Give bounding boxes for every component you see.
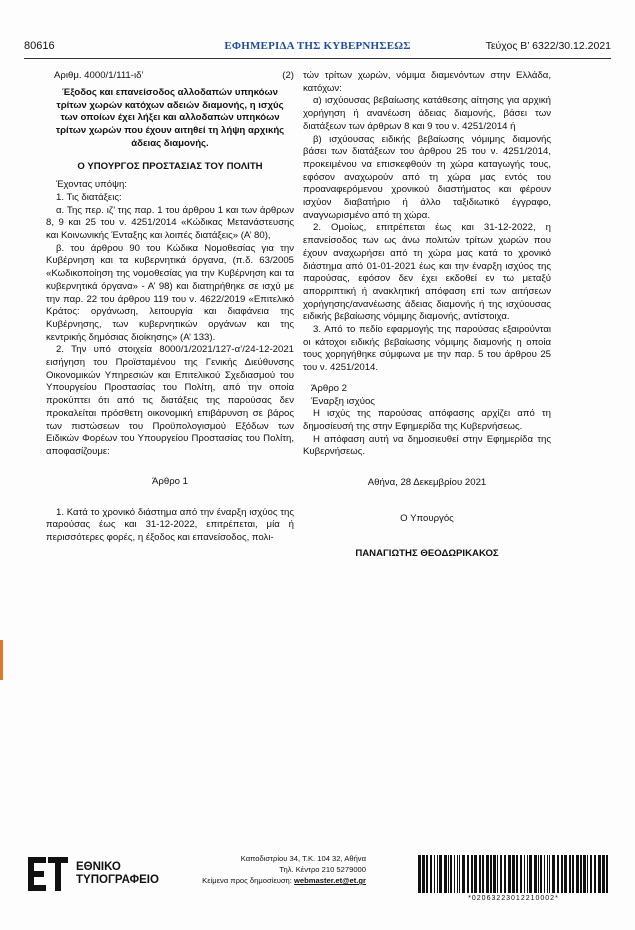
left-column [46,70,294,545]
preamble-item: 1. Τις διατάξεις: [56,191,122,203]
contact-info [202,853,366,886]
email-label: Κείμενα προς δημοσίευση: [202,876,292,885]
article-1-item-a: α) ισχύουσας βεβαίωσης κατάθεσης αίτησης για αρχική χορήγηση ή ανανέωση άδειας διαμονής, βάσει των διατάξεων των άρθρων 8 και 9 του ν. 4251/2014 ή [303,95,551,132]
signature-role: Ο Υπουργός [400,512,454,524]
article-2-heading: Άρθρο 2 [311,382,347,394]
article-2-paragraph: Η ισχύς της παρούσας απόφασης αρχίζει από τη δημοσίευσή της στην Εφημερίδα της Κυβερνήσεως. [303,408,551,432]
phone: Τηλ. Κέντρο 210 5279000 [279,865,366,874]
publication-order: Η απόφαση αυτή να δημοσιευθεί στην Εφημερίδα της Κυβερνήσεως. [303,433,551,458]
page-number: 80616 [24,40,55,52]
decision-reference: Αριθμ. 4000/1/111-ιδ’ [54,70,144,81]
address: Καποδιστρίου 34, Τ.Κ. 104 32, Αθήνα [240,854,366,863]
signer-name: ΠΑΝΑΓΙΩΤΗΣ ΘΕΟΔΩΡΙΚΑΚΟΣ [355,548,499,560]
article-1-heading: Άρθρο 1 [152,476,188,488]
article-1-paragraph-2: 2. Ομοίως, επιτρέπεται έως και 31-12-2022, η επανείσοδος των ως άνω πολιτών τρίτων χωρών που έχουν αναχωρήσει από τη χώρα μας κατά το χρονικό διάστημα από 01-01-2021 έως και την έναρξη ισχύος της παρούσας, εφόσον δεν έχει εκδοθεί εν τω μεταξύ απορριπτική ή ανακλητική απόφαση επί των αιτήσεων χορήγησης/ανανέωσης άδειας διαμονής ή της ισχύουσας ειδικής βεβαίωσης νόμιμης διαμονής, αντίστοιχα. [303,222,551,323]
decision-reference-line [46,70,294,83]
article-1-item-b: β) ισχύουσας ειδικής βεβαίωσης νόμιμης διαμονής βάσει των διατάξεων του άρθρου 25 του ν. 4251/2014, προκειμένου να επισκεφθούν τη χώρα καταγωγής τους, εφόσον αναχωρούν από τη χώρα μας εντός του προαναφερόμενου χρονικού διαστήματος και φέρουν ισχύον διαβατήριο ή άλλο ταξιδιωτικό έγγραφο, αναγνωρισμένο από τη χώρα. [303,133,551,221]
issuing-authority: Ο ΥΠΟΥΡΓΟΣ ΠΡΟΣΤΑΣΙΑΣ ΤΟΥ ΠΟΛΙΤΗ [77,160,263,172]
email-link[interactable]: webmaster.et@et.gr [294,876,366,885]
journal-title: ΕΦΗΜΕΡΙΔΑ ΤΗΣ ΚΥΒΕΡΝΗΣΕΩΣ [224,40,411,52]
preamble-intro: Έχοντας υπόψη: [56,179,127,191]
barcode [416,855,611,893]
preamble-item: α. Της περ. ιζ’ της παρ. 1 του άρθρου 1 και των άρθρων 8, 9 και 25 του ν. 4251/2014 «Κώδικας Μετανάστευσης και Κοινωνικής Ένταξης και λοιπές διατάξεις» (Α’ 80), [46,204,294,242]
decision-index: (2) [282,70,294,81]
page-edge-marker [0,640,3,680]
preamble-item: 2. Την υπό στοιχεία 8000/1/2021/127-α’/24-12-2021 εισήγηση του Προϊσταμένου της Γενικής Διεύθυνσης Οικονομικών Υπηρεσιών και Επιτελικού Σχεδιασμού του Υπουργείου Προστασίας του Πολίτη, από την οποία προκύπτει ότι από τις διατάξεις της παρούσας δεν προκαλείται πρόσθετη οικονομική επιβάρυνση σε βάρος των πιστώσεων του Προϋπολογισμού Εξόδων των Ειδικών Φορέων του Υπουργείου Προστασίας του Πολίτη, αποφασίζουμε: [46,344,294,457]
article-1-continuation: τών τρίτων χωρών, νόμιμα διαμενόντων στην Ελλάδα, κατόχων: [303,70,551,94]
decision-title: Έξοδος και επανείσοδος αλλοδαπών υπηκόων τρίτων χωρών κατόχων αδειών διαμονής, η ισχύς των οποίων έχει λήξει και αλλοδαπών υπηκόων τρίτων χωρών που έχουν αιτηθεί τη λήψη αρχικής άδειας διαμονής. [55,87,285,149]
organization-name: ΕΘΝΙΚΟ ΤΥΠΟΓΡΑΦΕΙΟ [76,861,159,886]
header-rule [24,58,611,59]
issue-number: Τεύχος Β’ 6322/30.12.2021 [485,40,611,52]
page-footer [24,855,611,905]
preamble-item: β. του άρθρου 90 του Κώδικα Νομοθεσίας για την Κυβέρνηση και τα κυβερνητικά όργανα, (π.δ. 63/2005 «Κωδικοποίηση της νομοθεσίας για την Κυβέρνηση και τα κυβερνητικά όργανα» - Α’ 98) και διατηρήθηκε σε ισχύ με την παρ. 22 του άρθρου 119 του ν. 4622/2019 «Επιτελικό Κράτος: οργάνωση, λειτουργία και διαφάνεια της Κυβέρνησης, των κυβερνητικών οργάνων και της κεντρικής δημόσιας διοίκησης» (Α’ 133). [46,242,294,343]
article-1-paragraph: 1. Κατά το χρονικό διάστημα από την έναρξη ισχύος της παρούσας έως και 31-12-2022, επιτρέπεται, μία ή περισσότερες φορές, η έξοδος και επανείσοδος, πολι- [46,506,294,543]
barcode-number: *02063223012210002* [468,895,559,902]
article-1-paragraph-3: 3. Από το πεδίο εφαρμογής της παρούσας εξαιρούνται οι κάτοχοι ειδικής βεβαίωσης νόμιμης διαμονής η οποία τους χορηγήθηκε σύμφωνα με την παρ. 5 του άρθρου 25 του ν. 4251/2014. [303,324,551,374]
page-header [24,40,611,56]
article-2-title: Έναρξη ισχύος [311,395,375,407]
right-column [303,70,551,571]
signature-date: Αθήνα, 28 Δεκεμβρίου 2021 [367,476,487,488]
national-printing-office-logo [28,857,68,891]
